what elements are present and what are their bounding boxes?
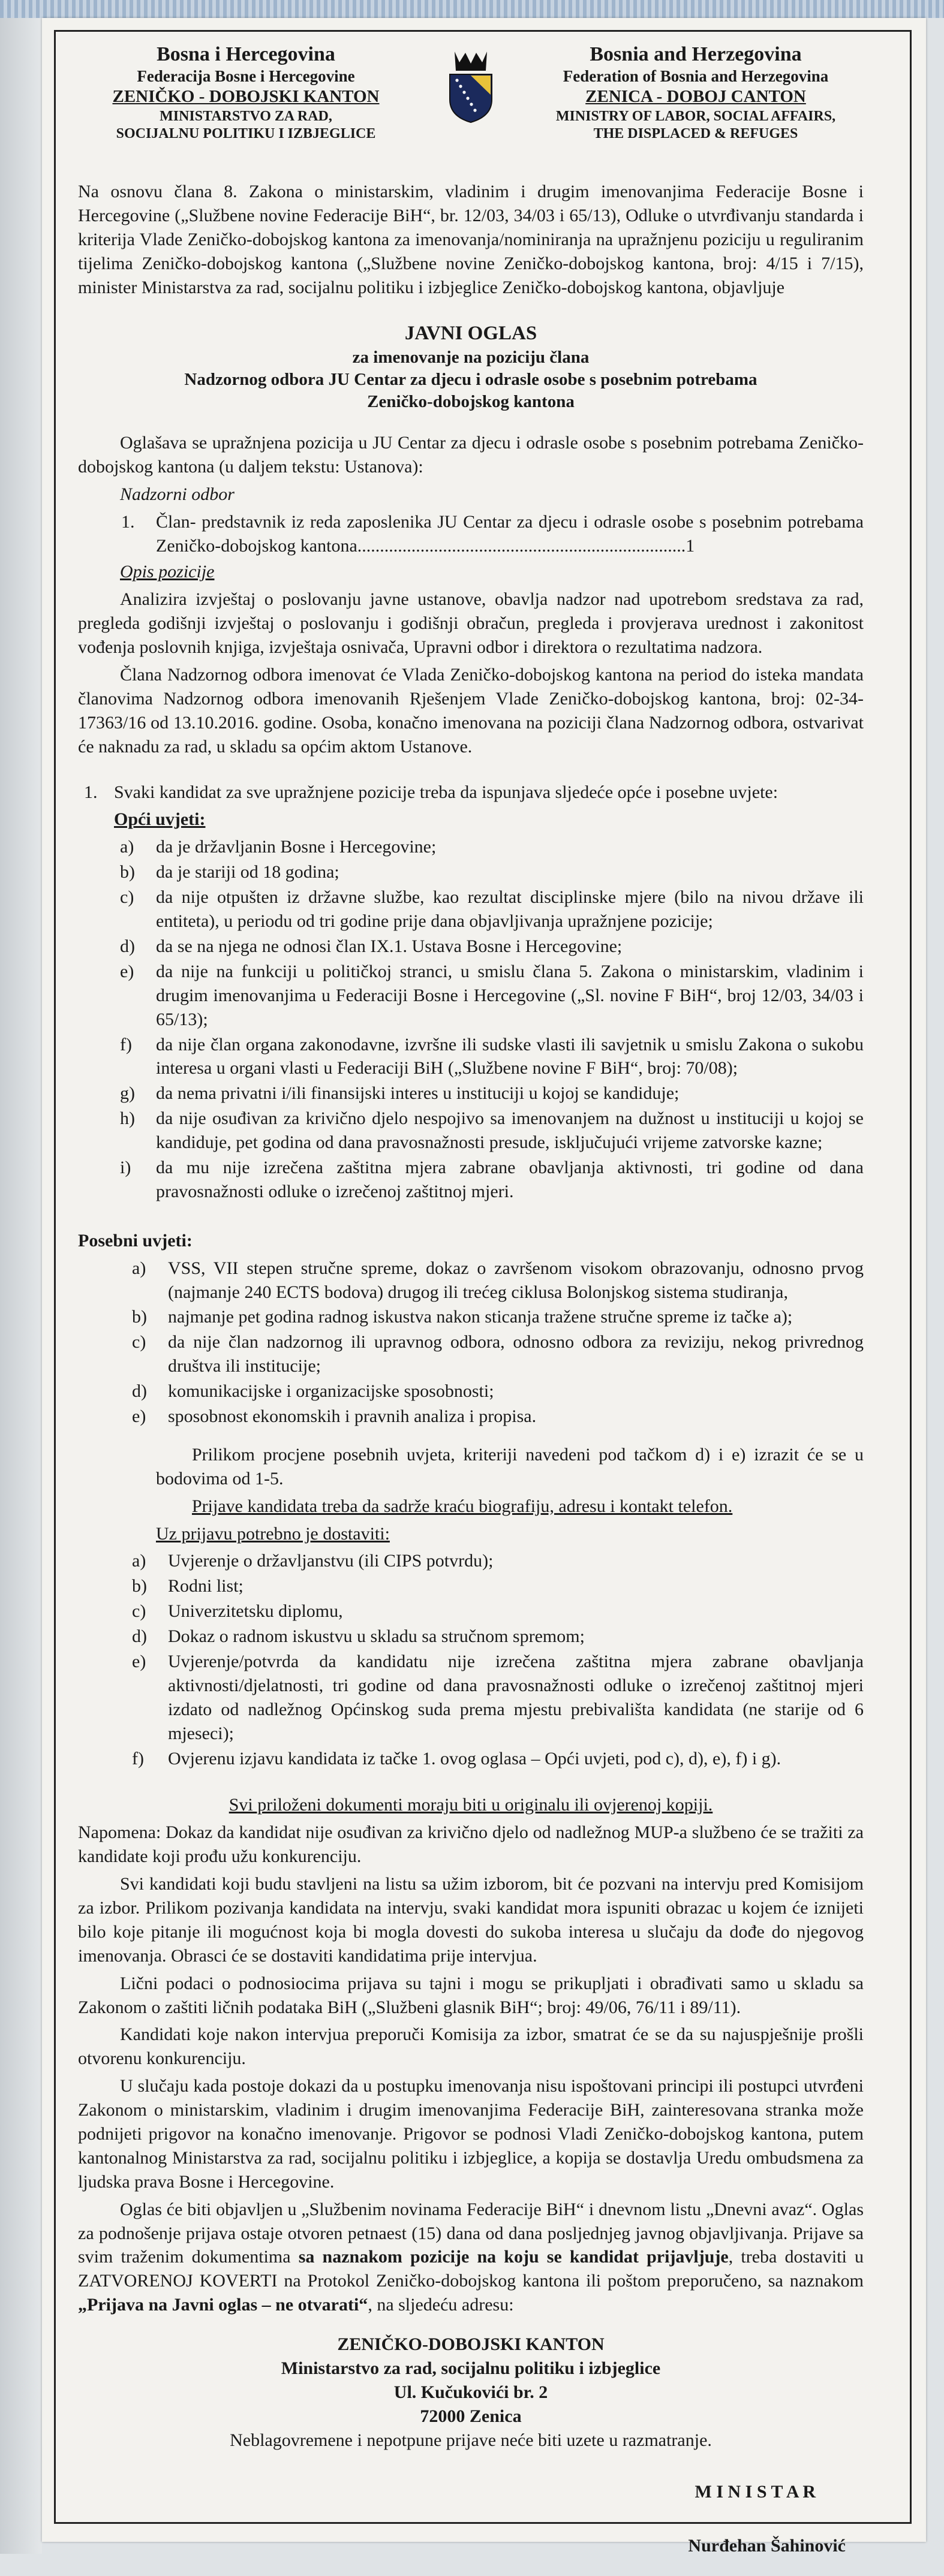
address-line-3: Ul. Kučukovići br. 2	[393, 2382, 548, 2402]
list-item-marker: d)	[132, 1381, 147, 1402]
header-ministry-1: MINISTARSTVO ZA RAD,	[160, 108, 332, 124]
list-item-marker: h)	[120, 1108, 135, 1129]
list-item-marker: c)	[132, 1332, 146, 1352]
list-item-text: da nema privatni i/ili finansijski interes u instituciji u kojoj se kandiduje;	[156, 1083, 680, 1104]
list-item	[114, 1081, 864, 1105]
criteria-paragraph: Prilikom procjene posebnih uvjeta, kriteriji navedeni pod tačkom d) i e) izrazit će se u bodovima od 1-5.	[156, 1444, 864, 1489]
publication-text-1: Oglas će biti objavljen u „Službenim novinama Federacije BiH“ i dnevnom listu „Dnevni avaz“. Oglas za podnošenje prijava ostaje otvoren petnaest (15) dana od dana posljednjeg javnog objavljivanja. Prijave sa svim traženim dokumentima	[78, 2199, 864, 2267]
list-item-marker: d)	[120, 936, 135, 956]
description-paragraph: Analizira izvještaj o poslovanju javne ustanove, obavlja nadzor nad upotrebom sredstava za rad, pregleda godišnji izvještaj o poslovanju i godišnji obračun, pregleda i provjerava urednost i zakonitost vođenja poslovnih knjiga, izvještaja osnivača, Upravni odbor i direktora o rezultatima nadzora.	[78, 589, 864, 658]
header-country-en: Bosnia and Herzegovina	[590, 43, 802, 65]
section-1-text: Svaki kandidat za sve upražnjene pozicije treba da ispunjava sljedeće opće i posebne uvjete:	[114, 782, 778, 802]
complaint-paragraph: U slučaju kada postoje dokazi da u postupku imenovanja nisu ispoštovani principi ili postupci utvrđeni Zakonom o ministarskim, vladinim i drugim imenovanjima Federacije BiH, zainteresovana stranka može podnijeti prigovor na konačno imenovanje. Prigovor se podnosi Vladi Zeničko-dobojskog kantona, putem kantonalnog Ministarstva za rad, socijalnu politiku i izbjeglice, a kopija se dostavlja Uredu ombudsmena za ljudska prava Bosne i Hercegovine.	[78, 2076, 864, 2192]
list-item-marker: e)	[132, 1406, 146, 1426]
list-item	[114, 960, 864, 1032]
list-item-text: da nije član organa zakonodavne, izvršne ili sudske vlasti ili savjetnik u smislu Zakona o sukobu interesa u organi vlasti u Federaciji BiH („Službene novine F BiH“, broj: 70/08);	[156, 1034, 864, 1078]
list-item	[114, 860, 864, 884]
list-item	[90, 1405, 864, 1429]
original-docs-note: Svi priloženi dokumenti moraju biti u originalu ili ovjerenoj kopiji.	[229, 1795, 713, 1815]
list-item-marker: b)	[132, 1307, 147, 1327]
title-line-3: Nadzornog odbora JU Centar za djecu i odrasle osobe s posebnim potrebama	[184, 369, 757, 389]
list-item-text: da je stariji od 18 godina;	[156, 862, 339, 882]
list-item	[114, 1107, 864, 1155]
list-item-text: Ovjerenu izjavu kandidata iz tačke 1. ovog oglasa – Opći uvjeti, pod c), d), e), f) i g).	[168, 1748, 781, 1768]
list-item-marker: e)	[132, 1651, 146, 1671]
position-text: Član- predstavnik iz reda zaposlenika JU Centar za djecu i odrasle osobe s posebnim potrebama Zeničko-dobojskog kantona.........................................................................1	[156, 511, 864, 556]
general-conditions-list	[114, 835, 864, 1203]
list-item	[114, 1156, 864, 1204]
top-page-strip	[0, 0, 944, 18]
header-canton: ZENIČKO - DOBOJSKI KANTON	[112, 87, 380, 107]
letterhead-english	[528, 42, 864, 143]
section-1-number: 1.	[84, 782, 98, 802]
remark-paragraph: Napomena: Dokaz da kandidat nije osuđivan za krivično djelo od nadležnog MUP-a službeno će se tražiti za kandidate koji prođu užu konkurenciju.	[78, 1822, 864, 1867]
header-country: Bosna i Hercegovina	[157, 43, 335, 65]
position-item	[78, 510, 864, 558]
letterhead	[78, 42, 864, 168]
scan-edge	[0, 18, 42, 2554]
list-item-marker: d)	[132, 1626, 147, 1647]
announce-paragraph: Oglašava se upražnjena pozicija u JU Centar za djecu i odrasle osobe s posebnim potrebama Zeničko-dobojskog kantona (u daljem tekstu: Ustanova):	[78, 433, 864, 477]
list-item	[114, 885, 864, 933]
list-item-marker: a)	[120, 837, 134, 857]
documents-label: Uz prijavu potrebno je dostaviti:	[156, 1523, 390, 1544]
title-line-1: JAVNI OGLAS	[404, 323, 537, 345]
intro-paragraph: Na osnovu člana 8. Zakona o ministarskim, vladinim i drugim imenovanjima Federacije Bosne i Hercegovine („Službene novine Federacije BiH“, br. 12/03, 34/03 i 65/13), Odluke o utvrđivanju standarda i kriterija Vlade Zeničko-dobojskog kantona za imenovanja/nominiranja na upražnjenu poziciju u reguliranim tijelima Zeničko-dobojskog kantona („Službene novine Zeničko-dobojskog kantona, broj: 4/15 i 7/15), minister Ministarstva za rad, socijalnu politiku i izbjeglice Zeničko-dobojskog kantona, objavljuje	[78, 182, 864, 297]
list-item-text: da nije na funkciji u političkoj stranci, u smislu člana 5. Zakona o ministarskim, vladinim i drugim imenovanjima u Federaciji Bosne i Hercegovine („Sl. novine F BiH“, broj 12/03, 34/03 i 65/13);	[156, 961, 864, 1029]
header-ministry-en-2: THE DISPLACED & REFUGES	[593, 126, 798, 142]
signature-name: Nurđehan Šahinović	[688, 2535, 846, 2556]
list-item-text: Dokaz o radnom iskustvu u skladu sa stručnom spremom;	[168, 1626, 585, 1647]
list-item	[90, 1305, 864, 1329]
board-label: Nadzorni odbor	[120, 484, 235, 504]
mandate-paragraph: Člana Nadzornog odbora imenovat će Vlada Zeničko-dobojskog kantona na period do isteka mandata članovima Nadzornog odbora imenovanih Rješenjem Vlade Zeničko-dobojskog kantona, broj: 02-34-17363/16 od 13.10.2016. godine. Osoba, konačno imenovana na poziciji člana Nadzornog odbora, ostvarivat će naknadu za rad, u skladu sa općim aktom Ustanove.	[78, 665, 864, 757]
list-item	[90, 1549, 864, 1573]
list-item-marker: c)	[120, 887, 134, 908]
position-number: 1.	[121, 511, 135, 532]
list-item	[90, 1379, 864, 1403]
special-conditions-label: Posebni uvjeti:	[78, 1230, 193, 1251]
list-item	[114, 1033, 864, 1081]
list-item-text: Uvjerenje/potvrda da kandidatu nije izrečena zaštitna mjera zabrane obavljanja aktivnosti/djelatnosti, tri godine od dana pravosnažnosti odluke o izrečenoj zaštitnoj mjeri izdato od nadležnog Općinskog suda prema mjestu prebivališta kandidata (ne starije od 6 mjeseci);	[168, 1651, 864, 1743]
list-item-marker: b)	[132, 1576, 147, 1596]
required-documents-list	[90, 1549, 864, 1770]
application-note: Prijave kandidata treba da sadrže kraću biografiju, adresu i kontakt telefon.	[192, 1496, 733, 1516]
list-item-text: Rodni list;	[168, 1576, 243, 1596]
list-item-text: da se na njega ne odnosi član IX.1. Ustava Bosne i Hercegovine;	[156, 936, 623, 956]
header-federation: Federacija Bosne i Hercegovine	[137, 67, 355, 86]
list-item-text: da je državljanin Bosne i Hercegovine;	[156, 837, 437, 857]
closing-note: Neblagovremene i nepotpune prijave neće biti uzete u razmatranje.	[230, 2430, 712, 2450]
list-item	[114, 935, 864, 959]
header-federation-en: Federation of Bosnia and Herzegovina	[563, 67, 829, 86]
list-item	[90, 1747, 864, 1771]
publication-text-2: , treba dostaviti u ZATVORENOJ KOVERTI na Protokol Zeničko-dobojskog kantona ili poštom preporučeno, sa naznakom	[78, 2247, 864, 2291]
notice-title	[78, 321, 864, 413]
shortlist-paragraph: Svi kandidati koji budu stavljeni na listu sa užim izborom, bit će pozvani na intervju pred Komisijom za izbor. Prilikom pozivanja kandidata na intervju, svaki kandidat mora ispuniti obrazac u kojem će iznijeti bilo koje pitanje ili mogućnost koja bi mogla dovesti do sukoba interesa u slučaju da dođe do njegovog imenovanja. Obrasci će se dostaviti kandidatima prije intervjua.	[78, 1874, 864, 1966]
list-item-marker: a)	[132, 1551, 146, 1571]
address-line-4: 72000 Zenica	[420, 2406, 522, 2426]
document-body	[78, 180, 864, 2576]
special-conditions-list	[90, 1257, 864, 1429]
list-item	[90, 1574, 864, 1598]
letterhead-bosnian	[78, 42, 414, 143]
list-item-marker: a)	[132, 1258, 146, 1278]
list-item-text: VSS, VII stepen stručne spreme, dokaz o završenom visokom obrazovanju, odnosno prvog (najmanje 240 ECTS bodova) drugog ili trećeg ciklusa Bolonjskog sistema studiranja,	[168, 1258, 864, 1302]
header-ministry-2: SOCIJALNU POLITIKU I IZBJEGLICE	[116, 126, 376, 142]
list-item-text: najmanje pet godina radnog iskustva nakon sticanja tražene stručne spreme iz tačke a);	[168, 1307, 793, 1327]
signature-area	[78, 2456, 864, 2576]
publication-text-3: , na sljedeću adresu:	[368, 2295, 514, 2315]
list-item-text: da nije otpušten iz državne službe, kao rezultat disciplinske mjere (bilo na nivou države ili entiteta), u periodu od tri godine prije dana objavljivanja upražnjene pozicije;	[156, 887, 864, 932]
publication-emphasis-1: sa naznakom pozicije na koju se kandidat prijavljuje	[298, 2247, 729, 2267]
list-item	[114, 835, 864, 859]
section-1	[78, 781, 864, 1204]
address-block	[78, 2333, 864, 2429]
list-item-text: Univerzitetsku diplomu,	[168, 1601, 343, 1622]
list-item	[90, 1330, 864, 1378]
document-page	[42, 18, 926, 2556]
publication-paragraph	[78, 2198, 864, 2317]
list-item-marker: i)	[120, 1157, 131, 1177]
title-line-2: za imenovanje na poziciju člana	[352, 347, 590, 367]
list-item-text: da nije osuđivan za krivično djelo nespojivo sa imenovanjem na dužnost u instituciji u kojoj se kandiduje, pet godina od dana pravosnažnosti presude, isključujući vrijeme zatvorske kazne;	[156, 1108, 864, 1153]
list-item	[90, 1625, 864, 1649]
list-item	[90, 1257, 864, 1304]
header-canton-en: ZENICA - DOBOJ CANTON	[585, 87, 806, 107]
list-item-text: da mu nije izrečena zaštitna mjera zabrane obavljanja aktivnosti, tri godine od dana pravosnažnosti odluke o izrečenoj zaštitnoj mjeri.	[156, 1157, 864, 1201]
address-line-2: Ministarstvo za rad, socijalnu politiku i izbjeglice	[281, 2358, 661, 2379]
general-conditions-label: Opći uvjeti:	[114, 809, 206, 830]
list-item-marker: e)	[120, 961, 134, 981]
publication-emphasis-2: „Prijava na Javni oglas – ne otvarati“	[78, 2295, 368, 2315]
list-item-marker: g)	[120, 1083, 135, 1104]
list-item-marker: f)	[132, 1748, 144, 1768]
title-line-4: Zeničko-dobojskog kantona	[367, 391, 575, 411]
header-ministry-en-1: MINISTRY OF LABOR, SOCIAL AFFAIRS,	[555, 108, 836, 124]
list-item-text: sposobnost ekonomskih i pravnih analiza i propisa.	[168, 1406, 537, 1426]
coat-of-arms-icon	[444, 47, 498, 125]
description-label: Opis pozicije	[120, 562, 215, 582]
list-item	[90, 1599, 864, 1623]
list-item	[90, 1650, 864, 1746]
list-item-text: Uvjerenje o državljanstvu (ili CIPS potvrdu);	[168, 1551, 494, 1571]
list-item-text: da nije član nadzornog ili upravnog odbora, odnosno odbora za reviziju, nekog privrednog društva ili institucije;	[168, 1332, 864, 1376]
list-item-marker: b)	[120, 862, 135, 882]
list-item-marker: f)	[120, 1034, 132, 1054]
address-line-1: ZENIČKO-DOBOJSKI KANTON	[337, 2334, 605, 2355]
list-item-marker: c)	[132, 1601, 146, 1622]
privacy-paragraph: Lični podaci o podnosiocima prijava su tajni i mogu se prikupljati i obrađivati samo u skladu sa Zakonom o zaštiti ličnih podataka BiH („Službeni glasnik BiH“; broj: 49/06, 76/11 i 89/11).	[78, 1973, 864, 2017]
recommendation-paragraph: Kandidati koje nakon intervjua preporuči Komisija za izbor, smatrat će se da su najuspješnije prošli otvorenu konkurenciju.	[78, 2024, 864, 2069]
signature-role: M I N I S T A R	[695, 2481, 816, 2502]
list-item-text: komunikacijske i organizacijske sposobnosti;	[168, 1381, 494, 1402]
